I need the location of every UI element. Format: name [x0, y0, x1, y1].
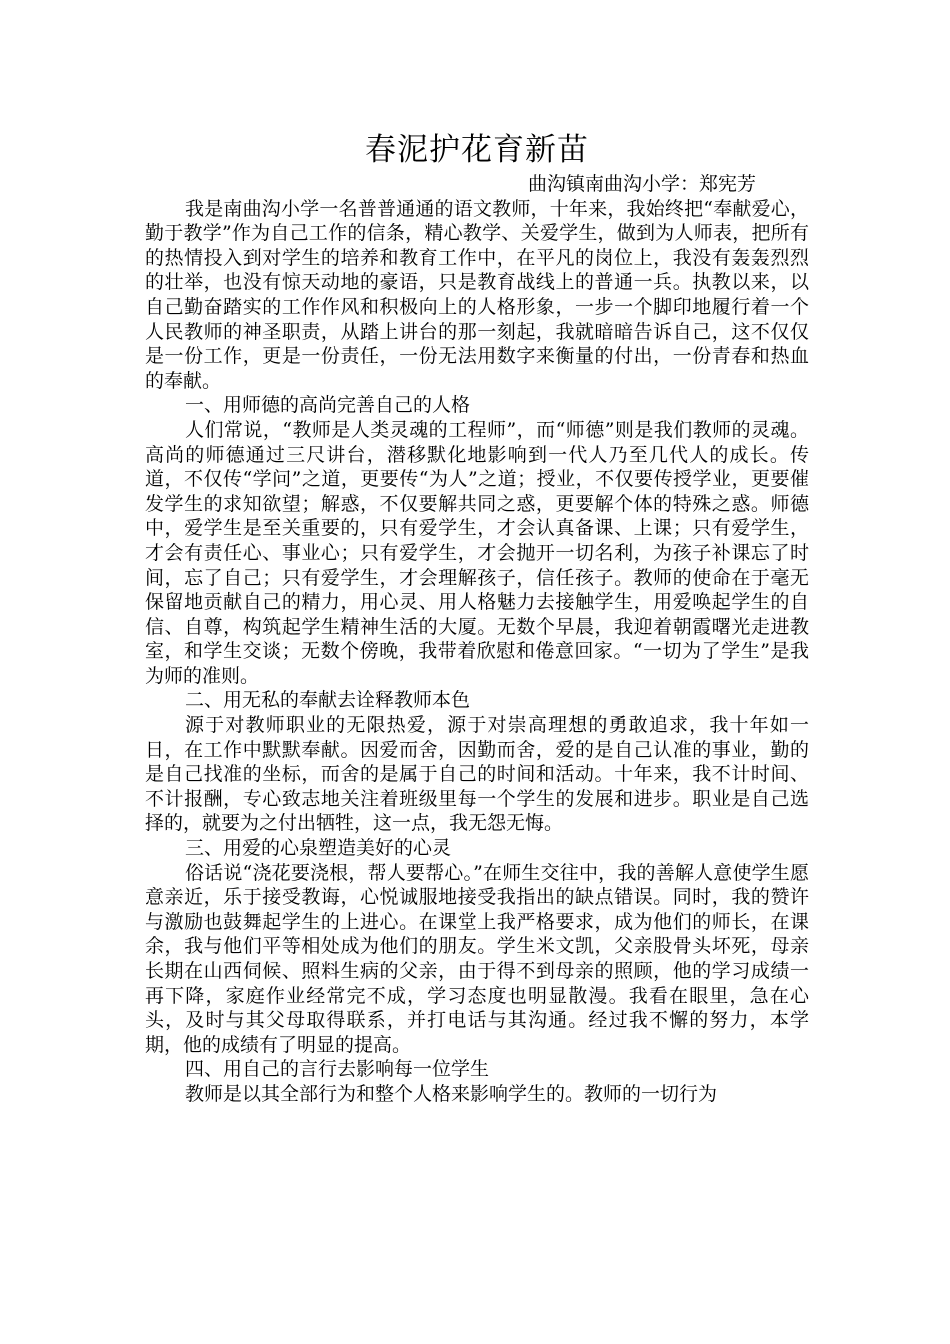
paragraph-section-2: 源于对教师职业的无限热爱，源于对崇高理想的勇敢追求，我十年如一日，在工作中默默奉献。因爱而舍，因勤而舍，爱的是自己认准的事业，勤的是自己找准的坐标，而舍的是属于自己的时间和活动。十年来，我不计时间、不计报酬，专心致志地关注着班级里每一个学生的发展和进步。职业是自己选择的，就要为之付出牺牲，这一点，我无怨无悔。 — [145, 714, 809, 835]
section-heading-1: 一、用师德的高尚完善自己的人格 — [185, 394, 471, 417]
author-line: 曲沟镇南曲沟小学：郑宪芳 — [527, 173, 756, 195]
section-heading-2: 二、用无私的奉献去诠释教师本色 — [185, 689, 471, 712]
paragraph-section-4: 教师是以其全部行为和整个人格来影响学生的。教师的一切行为 — [185, 1082, 718, 1105]
document-page — [145, 128, 809, 1107]
document-title: 春泥护花育新苗 — [365, 132, 589, 168]
paragraph-intro: 我是南曲沟小学一名普普通通的语文教师，十年来，我始终把“奉献爱心，勤于教学”作为自己工作的信条，精心教学、关爱学生，做到为人师表，把所有的热情投入到对学生的培养和教育工作中，在平凡的岗位上，我没有轰轰烈烈的壮举，也没有惊天动地的豪语，只是教育战线上的普通一兵。执教以来，以自己勤奋踏实的工作作风和积极向上的人格形象，一步一个脚印地履行着一个人民教师的神圣职责，从踏上讲台的那一刻起，我就暗暗告诉自己，这不仅仅是一份工作，更是一份责任，一份无法用数字来衡量的付出，一份青春和热血的奉献。 — [145, 197, 809, 392]
section-heading-4: 四、用自己的言行去影响每一位学生 — [185, 1058, 490, 1081]
paragraph-section-3: 俗话说“浇花要浇根，帮人要帮心。”在师生交往中，我的善解人意使学生愿意亲近，乐于接受教诲，心悦诚服地接受我指出的缺点错误。同时，我的赞许与激励也鼓舞起学生的上进心。在课堂上我严格要求，成为他们的师长，在课余，我与他们平等相处成为他们的朋友。学生米文凯，父亲股骨头坏死，母亲长期在山西伺候、照料生病的父亲，由于得不到母亲的照顾，他的学习成绩一再下降，家庭作业经常完不成，学习态度也明显散漫。我看在眼里，急在心头，及时与其父母取得联系，并打电话与其沟通。经过我不懈的努力，本学期，他的成绩有了明显的提高。 — [145, 861, 809, 1056]
section-heading-3: 三、用爱的心泉塑造美好的心灵 — [185, 837, 452, 860]
paragraph-section-1: 人们常说，“教师是人类灵魂的工程师”，而“师德”则是我们教师的灵魂。高尚的师德通过三尺讲台，潜移默化地影响到一代人乃至几代人的成长。传道，不仅传“学问”之道，更要传“为人”之道；授业，不仅要传授学业，更要催发学生的求知欲望；解惑，不仅要解共同之惑，更要解个体的特殊之惑。师德中，爱学生是至关重要的，只有爱学生，才会认真备课、上课；只有爱学生，才会有责任心、事业心；只有爱学生，才会抛开一切名利，为孩子补课忘了时间，忘了自己；只有爱学生，才会理解孩子，信任孩子。教师的使命在于毫无保留地贡献自己的精力，用心灵、用人格魅力去接触学生，用爱唤起学生的自信、自尊，构筑起学生精神生活的大厦。无数个早晨，我迎着朝霞曙光走进教室，和学生交谈；无数个傍晚，我带着欣慰和倦意回家。“一切为了学生”是我为师的准则。 — [145, 418, 809, 687]
